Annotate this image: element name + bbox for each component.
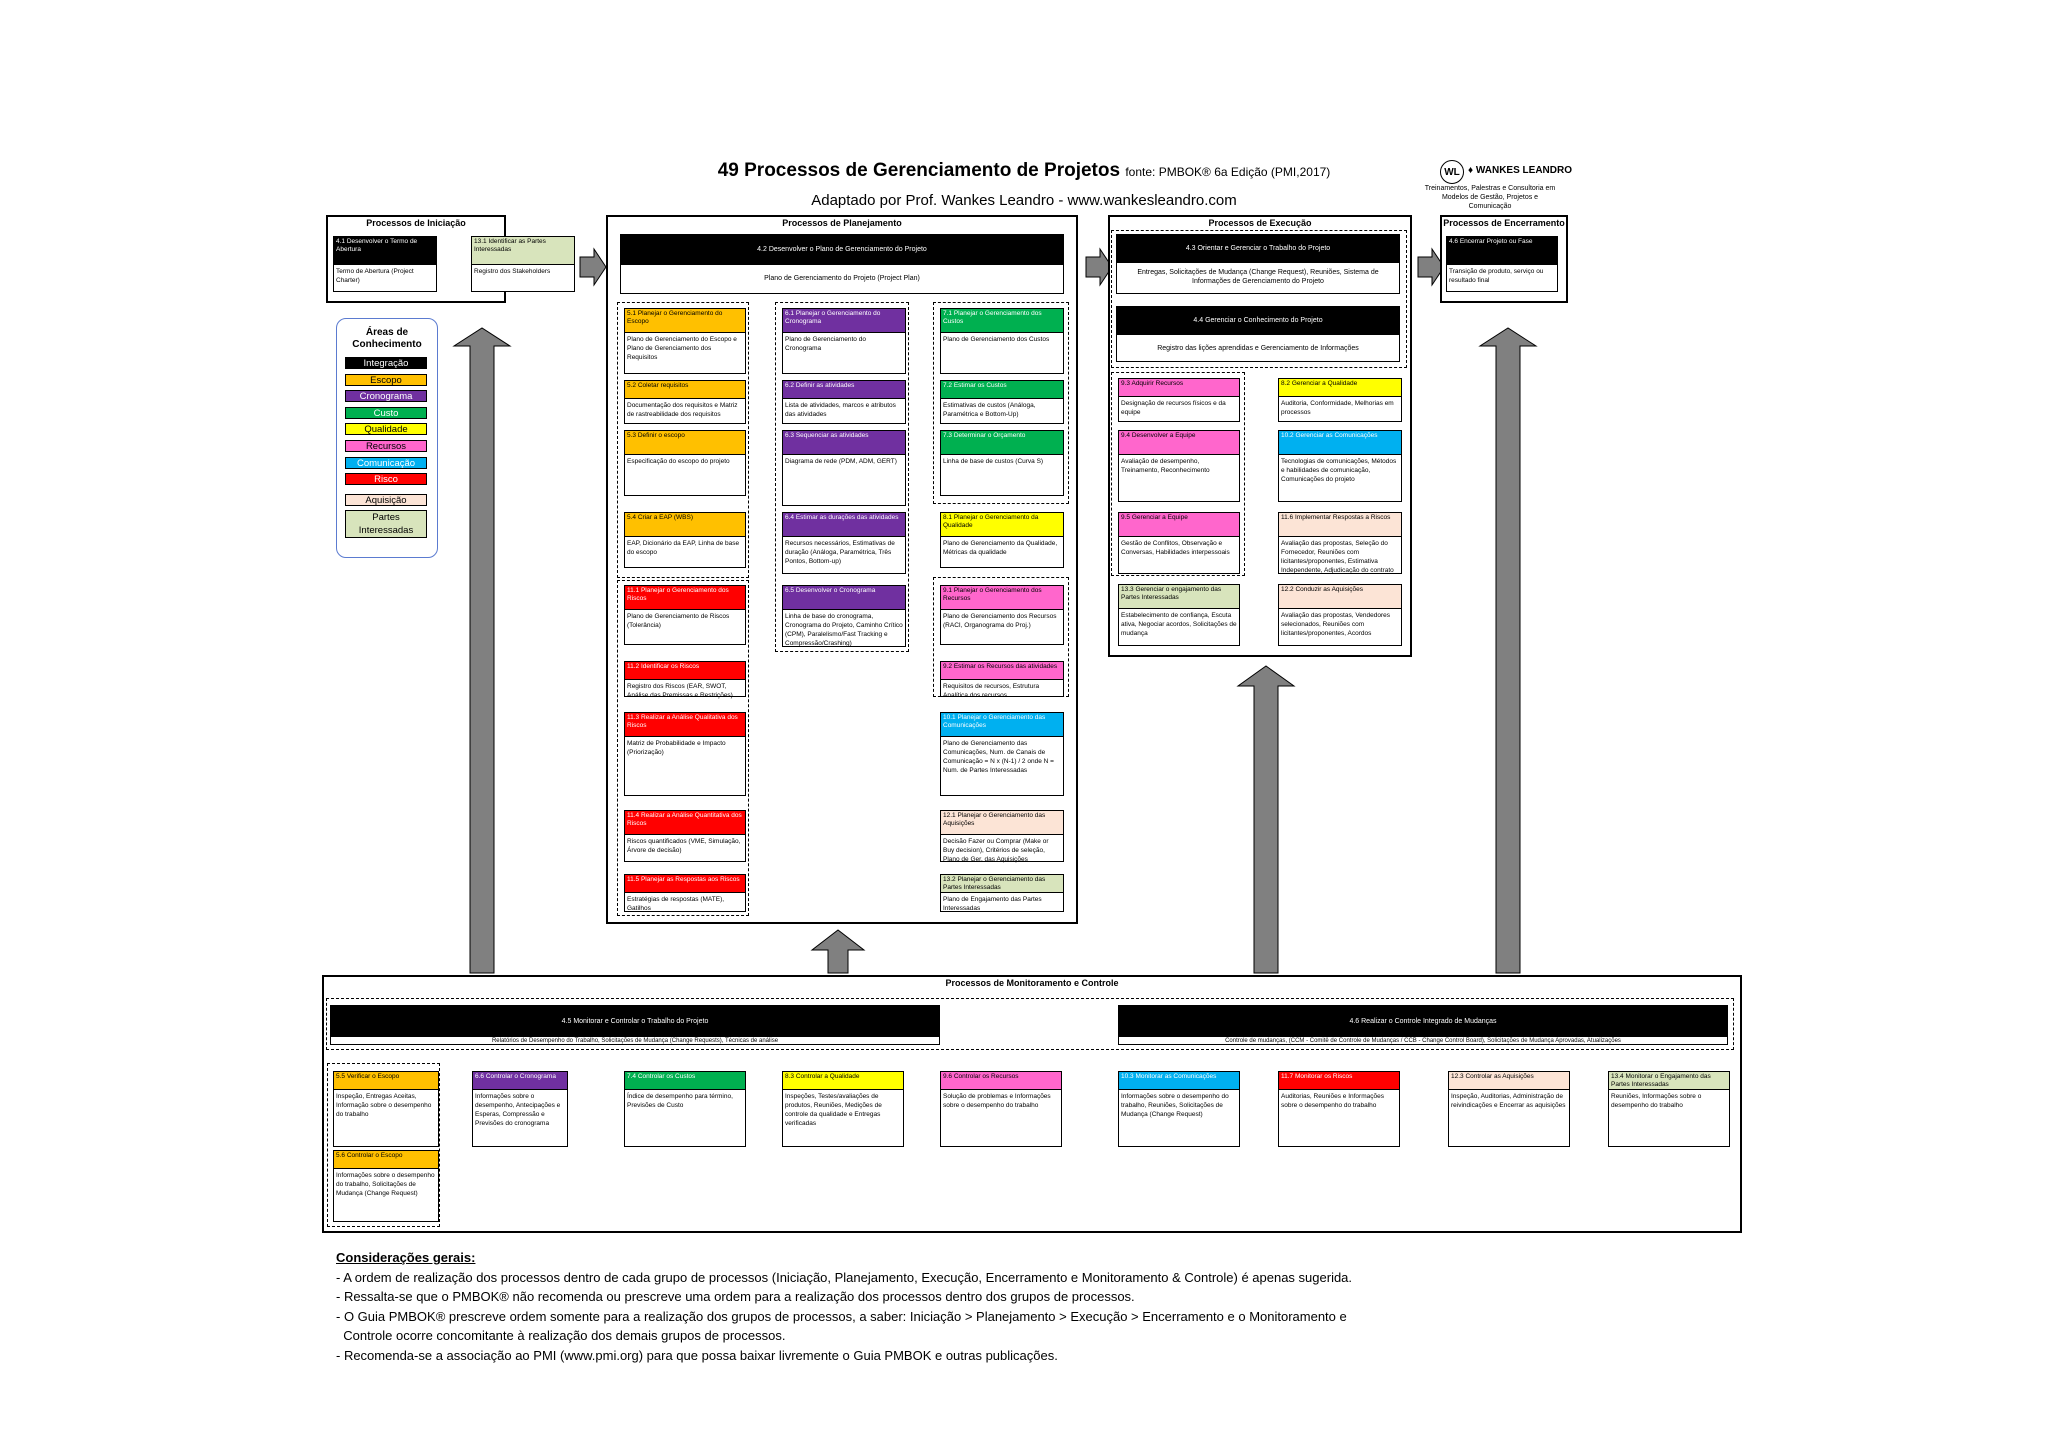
process-7-1-title: 7.1 Planejar o Gerenciamento dos Custos: [941, 309, 1063, 333]
process-6-2: [782, 380, 906, 424]
process-12-3: [1448, 1071, 1570, 1147]
process-9-2-output: Requisitos de recursos, Estrutura Analítica dos recursos: [943, 683, 1040, 699]
process-11-2-title: 11.2 Identificar os Riscos: [625, 662, 745, 680]
process-4-3-output: Entregas, Solicitações de Mudança (Change Request), Reuniões, Sistema de Informações de Gerenciamento do Projeto: [1137, 269, 1379, 285]
process-11-7: [1278, 1071, 1400, 1147]
process-7-2-output: Estimativas de custos (Análoga, Paramétrica e Bottom-Up): [943, 402, 1036, 418]
process-11-7-title: 11.7 Monitorar os Riscos: [1279, 1072, 1399, 1090]
process-12-1-output: Decisão Fazer ou Comprar (Make or Buy decision), Critérios de seleção, Plano de Ger. das Aquisições: [943, 838, 1049, 863]
process-12-1-title: 12.1 Planejar o Gerenciamento das Aquisições: [941, 811, 1063, 835]
process-8-1: [940, 512, 1064, 568]
process-9-2: [940, 661, 1064, 697]
process-10-2-output: Tecnologias de comunicações, Métodos e habilidades de comunicação, Comunicações do projeto: [1281, 458, 1397, 483]
process-9-3: [1118, 378, 1240, 422]
process-4-2: [620, 234, 1064, 294]
process-6-3-output: Diagrama de rede (PDM, ADM, GERT): [785, 458, 897, 465]
process-13-1-output: Registro dos Stakeholders: [474, 268, 551, 275]
process-6-4-title: 6.4 Estimar as durações das atividades: [783, 513, 905, 537]
process-5-1: [624, 308, 746, 374]
process-9-5-output: Gestão de Conflitos, Observação e Conversas, Habilidades interpessoais: [1121, 540, 1230, 556]
process-6-3: [782, 430, 906, 506]
process-10-2: [1278, 430, 1402, 502]
general-notes: [336, 1248, 1736, 1365]
process-9-6-title: 9.6 Controlar os Recursos: [941, 1072, 1061, 1090]
process-5-4-output: EAP, Dicionário da EAP, Linha de base do escopo: [627, 540, 740, 556]
process-9-1: [940, 585, 1064, 645]
logo-mark: WL: [1440, 160, 1464, 184]
process-4-5: [330, 1005, 940, 1045]
process-10-3-title: 10.3 Monitorar as Comunicações: [1119, 1072, 1239, 1090]
process-9-5: [1118, 512, 1240, 574]
process-4-1-title: 4.1 Desenvolver o Termo de Abertura: [334, 237, 436, 265]
process-6-1: [782, 308, 906, 374]
process-5-4: [624, 512, 746, 568]
process-11-4-title: 11.4 Realizar a Análise Quantitativa dos Riscos: [625, 811, 745, 835]
notes-lines: [336, 1268, 1736, 1366]
process-8-1-title: 8.1 Planejar o Gerenciamento da Qualidade: [941, 513, 1063, 537]
process-8-3-title: 8.3 Controlar a Qualidade: [783, 1072, 903, 1090]
process-5-4-title: 5.4 Criar a EAP (WBS): [625, 513, 745, 537]
process-5-6-output: Informações sobre o desempenho do trabalho, Solicitações de Mudança (Change Request): [336, 1172, 435, 1197]
process-4-6: [1118, 1005, 1728, 1045]
logo-name: ♦ WANKES LEANDRO: [1468, 165, 1572, 176]
process-11-3: [624, 712, 746, 796]
process-10-2-title: 10.2 Gerenciar as Comunicações: [1279, 431, 1401, 455]
group-encerramento-title: Processos de Encerramento: [1443, 218, 1565, 228]
process-11-3-output: Matriz de Probabilidade e Impacto (Priorização): [627, 740, 726, 756]
process-13-4-output: Reuniões, Informações sobre o desempenho do trabalho: [1611, 1093, 1702, 1109]
process-4-2-output: Plano de Gerenciamento do Projeto (Project Plan): [764, 275, 920, 282]
process-10-1-output: Plano de Gerenciamento das Comunicações, Num. de Canais de Comunicação = N x (N-1) / 2 onde N = Num. de Partes Interessadas: [943, 740, 1054, 774]
process-7-1: [940, 308, 1064, 374]
process-4-1-output: Termo de Abertura (Project Charter): [336, 268, 414, 284]
process-13-3: [1118, 584, 1240, 646]
note-line-3: Controle ocorre concomitante à realização dos demais grupos de processos.: [336, 1328, 786, 1343]
title-source: fonte: PMBOK® 6a Edição (PMI,2017): [1125, 165, 1331, 179]
process-7-3-output: Linha de base de custos (Curva S): [943, 458, 1044, 465]
note-line-0: - A ordem de realização dos processos dentro de cada grupo de processos (Iniciação, Planejamento, Execução, Encerramento e Monitoramento & Controle) é apenas sugerida.: [336, 1269, 1353, 1285]
process-5-1-title: 5.1 Planejar o Gerenciamento do Escopo: [625, 309, 745, 333]
process-9-6-output: Solução de problemas e Informações sobre o desempenho do trabalho: [943, 1093, 1051, 1109]
process-5-3-output: Especificação do escopo do projeto: [627, 458, 730, 465]
process-9-4: [1118, 430, 1240, 502]
process-7-4-title: 7.4 Controlar os Custos: [625, 1072, 745, 1090]
group-iniciacao-title: Processos de Iniciação: [366, 218, 466, 228]
process-11-3-title: 11.3 Realizar a Análise Qualitativa dos Riscos: [625, 713, 745, 737]
process-6-5-title: 6.5 Desenvolver o Cronograma: [783, 586, 905, 610]
process-8-3: [782, 1071, 904, 1147]
process-8-2: [1278, 378, 1402, 422]
process-12-3-title: 12.3 Controlar as Aquisições: [1449, 1072, 1569, 1090]
title-text: 49 Processos de Gerenciamento de Projetos: [717, 160, 1121, 181]
process-5-2: [624, 380, 746, 424]
process-6-6-title: 6.6 Controlar o Cronograma: [473, 1072, 567, 1090]
process-4-5-output: Relatórios de Desempenho do Trabalho, Solicitações de Mudança (Change Requests), Técnicas de análise: [491, 1038, 779, 1044]
arrow-up-iniciacao: [454, 328, 510, 973]
process-7-1-output: Plano de Gerenciamento dos Custos: [943, 336, 1050, 343]
process-10-1: [940, 712, 1064, 796]
process-11-7-output: Auditorias, Reuniões e Informações sobre o desempenho do trabalho: [1281, 1093, 1384, 1109]
process-11-2-output: Registro dos Riscos (EAR, SWOT, Análise das Premissas e Restrições): [627, 683, 733, 699]
process-6-5-output: Linha de base do cronograma, Cronograma do Projeto, Caminho Crítico (CPM), Paralelismo/Fast Tracking e Compressão/Crashing): [785, 613, 903, 647]
process-7-2: [940, 380, 1064, 424]
arrow-up-execucao: [1238, 666, 1294, 973]
process-11-1-title: 11.1 Planejar o Gerenciamento dos Riscos: [625, 586, 745, 610]
process-7-2-title: 7.2 Estimar os Custos: [941, 381, 1063, 399]
legend-item-4: Qualidade: [345, 423, 427, 435]
legend-item-3: Custo: [345, 407, 427, 419]
process-13-3-title: 13.3 Gerenciar o engajamento das Partes Interessadas: [1119, 585, 1239, 609]
process-5-1-output: Plano de Gerenciamento do Escopo e Plano de Gerenciamento dos Requisitos: [627, 336, 737, 361]
process-11-5-output: Estratégias de respostas (MATE), Gatilhos: [627, 896, 725, 912]
group-planejamento-title: Processos de Planejamento: [782, 218, 902, 228]
arrow-iniciacao-planejamento: [580, 249, 606, 285]
process-4-6-output: Controle de mudanças, (CCM - Comitê de Controle de Mudanças / CCB - Change Control Board), Solicitações de Mudança Aprovadas, Atualizações: [1225, 1038, 1621, 1044]
group-execucao-title: Processos de Execução: [1208, 218, 1312, 228]
process-13-4: [1608, 1071, 1730, 1147]
process-12-2-title: 12.2 Conduzir as Aquisições: [1279, 585, 1401, 609]
process-5-5-output: Inspeção, Entregas Aceitas, Informação sobre o desempenho do trabalho: [336, 1093, 432, 1118]
process-5-3-title: 5.3 Definir o escopo: [625, 431, 745, 455]
process-9-3-output: Designação de recursos físicos e da equipe: [1121, 400, 1226, 416]
process-6-6: [472, 1071, 568, 1147]
process-5-6: [333, 1150, 439, 1222]
page-subtitle: Adaptado por Prof. Wankes Leandro - www.wankesleandro.com: [811, 192, 1237, 209]
process-7-4: [624, 1071, 746, 1147]
process-6-2-output: Lista de atividades, marcos e atributos das atividades: [785, 402, 896, 418]
process-12-2: [1278, 584, 1402, 646]
process-8-2-title: 8.2 Gerenciar a Qualidade: [1279, 379, 1401, 397]
legend-item-7: Risco: [345, 473, 427, 485]
process-9-4-output: Avaliação de desempenho, Treinamento, Reconhecimento: [1121, 458, 1210, 474]
process-11-5: [624, 874, 746, 912]
logo-tagline: Treinamentos, Palestras e Consultoria em Modelos de Gestão, Projetos e Comunicação: [1424, 185, 1556, 210]
note-line-2: - O Guia PMBOK® prescreve ordem somente para a realização dos grupos de processos, a saber: Iniciação > Planejamento > Execução > Encerramento e o Monitoramento e: [336, 1308, 1347, 1324]
arrow-up-encerramento: [1480, 328, 1536, 973]
process-6-4: [782, 512, 906, 574]
note-line-1: - Ressalta-se que o PMBOK® não recomenda ou prescreve uma ordem para a realização dos processos dentro dos grupos de processos.: [336, 1289, 1135, 1304]
process-4-3-title: 4.3 Orientar e Gerenciar o Trabalho do Projeto: [1117, 235, 1399, 263]
process-13-3-output: Estabelecimento de confiança, Escuta ativa, Negociar acordos, Solicitações de mudança: [1121, 612, 1237, 637]
process-5-5-title: 5.5 Verificar o Escopo: [334, 1072, 438, 1090]
process-4-4-output: Registro das lições aprendidas e Gerenciamento de Informações: [1157, 345, 1359, 352]
process-11-6: [1278, 512, 1402, 574]
process-9-2-title: 9.2 Estimar os Recursos das atividades: [941, 662, 1063, 680]
process-10-3: [1118, 1071, 1240, 1147]
process-11-2: [624, 661, 746, 697]
legend-knowledge-areas: [336, 318, 438, 558]
process-9-1-output: Plano de Gerenciamento dos Recursos (RACI, Organograma do Proj.): [943, 613, 1057, 629]
process-12-2-output: Avaliação das propostas, Vendedores selecionados, Reuniões com licitantes/proponentes, Acordos: [1281, 612, 1391, 637]
process-10-3-output: Informações sobre o desempenho do trabalho, Reuniões, Solicitações de Mudança (Change Request): [1121, 1093, 1229, 1118]
note-line-4: - Recomenda-se a associação ao PMI (www.pmi.org) para que possa baixar livremente o Guia PMBOK e outras publicações.: [336, 1347, 1058, 1363]
process-11-4: [624, 810, 746, 862]
process-10-1-title: 10.1 Planejar o Gerenciamento das Comunicações: [941, 713, 1063, 737]
process-5-2-title: 5.2 Coletar requisitos: [625, 381, 745, 399]
process-13-2: [940, 874, 1064, 912]
legend-item-8: Aquisição: [345, 494, 427, 506]
process-6-6-output: Informações sobre o desempenho, Antecipações e Esperas, Compressão e Previsões do cronograma: [475, 1093, 561, 1127]
process-4-2-title: 4.2 Desenvolver o Plano de Gerenciamento do Projeto: [621, 235, 1063, 265]
arrow-up-planejamento: [812, 930, 864, 973]
legend-item-0: Integração: [345, 357, 427, 369]
process-11-1: [624, 585, 746, 645]
process-12-1: [940, 810, 1064, 862]
process-11-1-output: Plano de Gerenciamento de Riscos (Tolerância): [627, 613, 730, 629]
process-8-1-output: Plano de Gerenciamento da Qualidade, Métricas da qualidade: [943, 540, 1058, 556]
process-11-4-output: Riscos quantificados (VME, Simulação, Árvore de decisão): [627, 838, 741, 854]
notes-title: Considerações gerais:: [336, 1250, 476, 1265]
process-7-3: [940, 430, 1064, 496]
process-13-2-output: Plano de Engajamento das Partes Interessadas: [943, 896, 1042, 912]
legend-item-9: Partes Interessadas: [345, 510, 427, 538]
process-13-2-title: 13.2 Planejar o Gerenciamento das Partes Interessadas: [941, 875, 1063, 893]
process-6-3-title: 6.3 Sequenciar as atividades: [783, 431, 905, 455]
process-7-4-output: Índice de desempenho para término, Previsões de Custo: [627, 1093, 733, 1109]
process-5-3: [624, 430, 746, 496]
group-monitoramento-title: Processos de Monitoramento e Controle: [945, 978, 1119, 988]
process-5-2-output: Documentação dos requisitos e Matriz de rastreabilidade dos requisitos: [627, 402, 738, 418]
process-6-4-output: Recursos necessários, Estimativas de duração (Análoga, Paramétrica, Três Pontos, Bottom-up): [785, 540, 895, 565]
process-6-5: [782, 585, 906, 647]
process-11-6-output: Avaliação das propostas, Seleção do Fornecedor, Reuniões com licitantes/proponentes, Estimativa Independente, Adjudicação do contrato: [1281, 540, 1394, 574]
process-6-2-title: 6.2 Definir as atividades: [783, 381, 905, 399]
legend-item-6: Comunicação: [345, 457, 427, 469]
legend-item-1: Escopo: [345, 374, 427, 386]
process-6-1-output: Plano de Gerenciamento do Cronograma: [785, 336, 866, 352]
legend-item-5: Recursos: [345, 440, 427, 452]
process-11-6-title: 11.6 Implementar Respostas a Riscos: [1279, 513, 1401, 537]
process-6-1-title: 6.1 Planejar o Gerenciamento do Cronograma: [783, 309, 905, 333]
process-8-2-output: Auditoria, Conformidade, Melhorias em processos: [1281, 400, 1394, 416]
process-9-6: [940, 1071, 1062, 1147]
process-9-4-title: 9.4 Desenvolver a Equipe: [1119, 431, 1239, 455]
process-4-6-title: 4.6 Encerrar Projeto ou Fase: [1447, 237, 1557, 265]
process-4-4: [1116, 306, 1400, 362]
process-4-3: [1116, 234, 1400, 294]
process-12-3-output: Inspeção, Auditorias, Administração de reivindicações e Encerrar as aquisições: [1451, 1093, 1566, 1109]
process-4-6-output: Transição de produto, serviço ou resultado final: [1449, 268, 1544, 284]
process-11-5-title: 11.5 Planejar as Respostas aos Riscos: [625, 875, 745, 893]
process-4-5-title: 4.5 Monitorar e Controlar o Trabalho do Projeto: [331, 1006, 939, 1037]
process-9-1-title: 9.1 Planejar o Gerenciamento dos Recursos: [941, 586, 1063, 610]
process-4-6: [1446, 236, 1558, 292]
process-8-3-output: Inspeções, Testes/avaliações de produtos, Reuniões, Medições de controle da qualidade e Entregas verificadas: [785, 1093, 882, 1127]
process-4-6-title: 4.6 Realizar o Controle Integrado de Mudanças: [1119, 1006, 1727, 1037]
process-4-4-title: 4.4 Gerenciar o Conhecimento do Projeto: [1117, 307, 1399, 335]
process-9-5-title: 9.5 Gerenciar a Equipe: [1119, 513, 1239, 537]
legend-title: Áreas de Conhecimento: [352, 327, 422, 350]
process-7-3-title: 7.3 Determinar o Orçamento: [941, 431, 1063, 455]
legend-item-2: Cronograma: [345, 390, 427, 402]
process-5-5: [333, 1071, 439, 1147]
process-5-6-title: 5.6 Controlar o Escopo: [334, 1151, 438, 1169]
process-13-1: [471, 236, 575, 292]
process-13-4-title: 13.4 Monitorar o Engajamento das Partes Interessadas: [1609, 1072, 1729, 1090]
process-9-3-title: 9.3 Adquirir Recursos: [1119, 379, 1239, 397]
process-4-1: [333, 236, 437, 292]
process-13-1-title: 13.1 Identificar as Partes Interessadas: [472, 237, 574, 265]
